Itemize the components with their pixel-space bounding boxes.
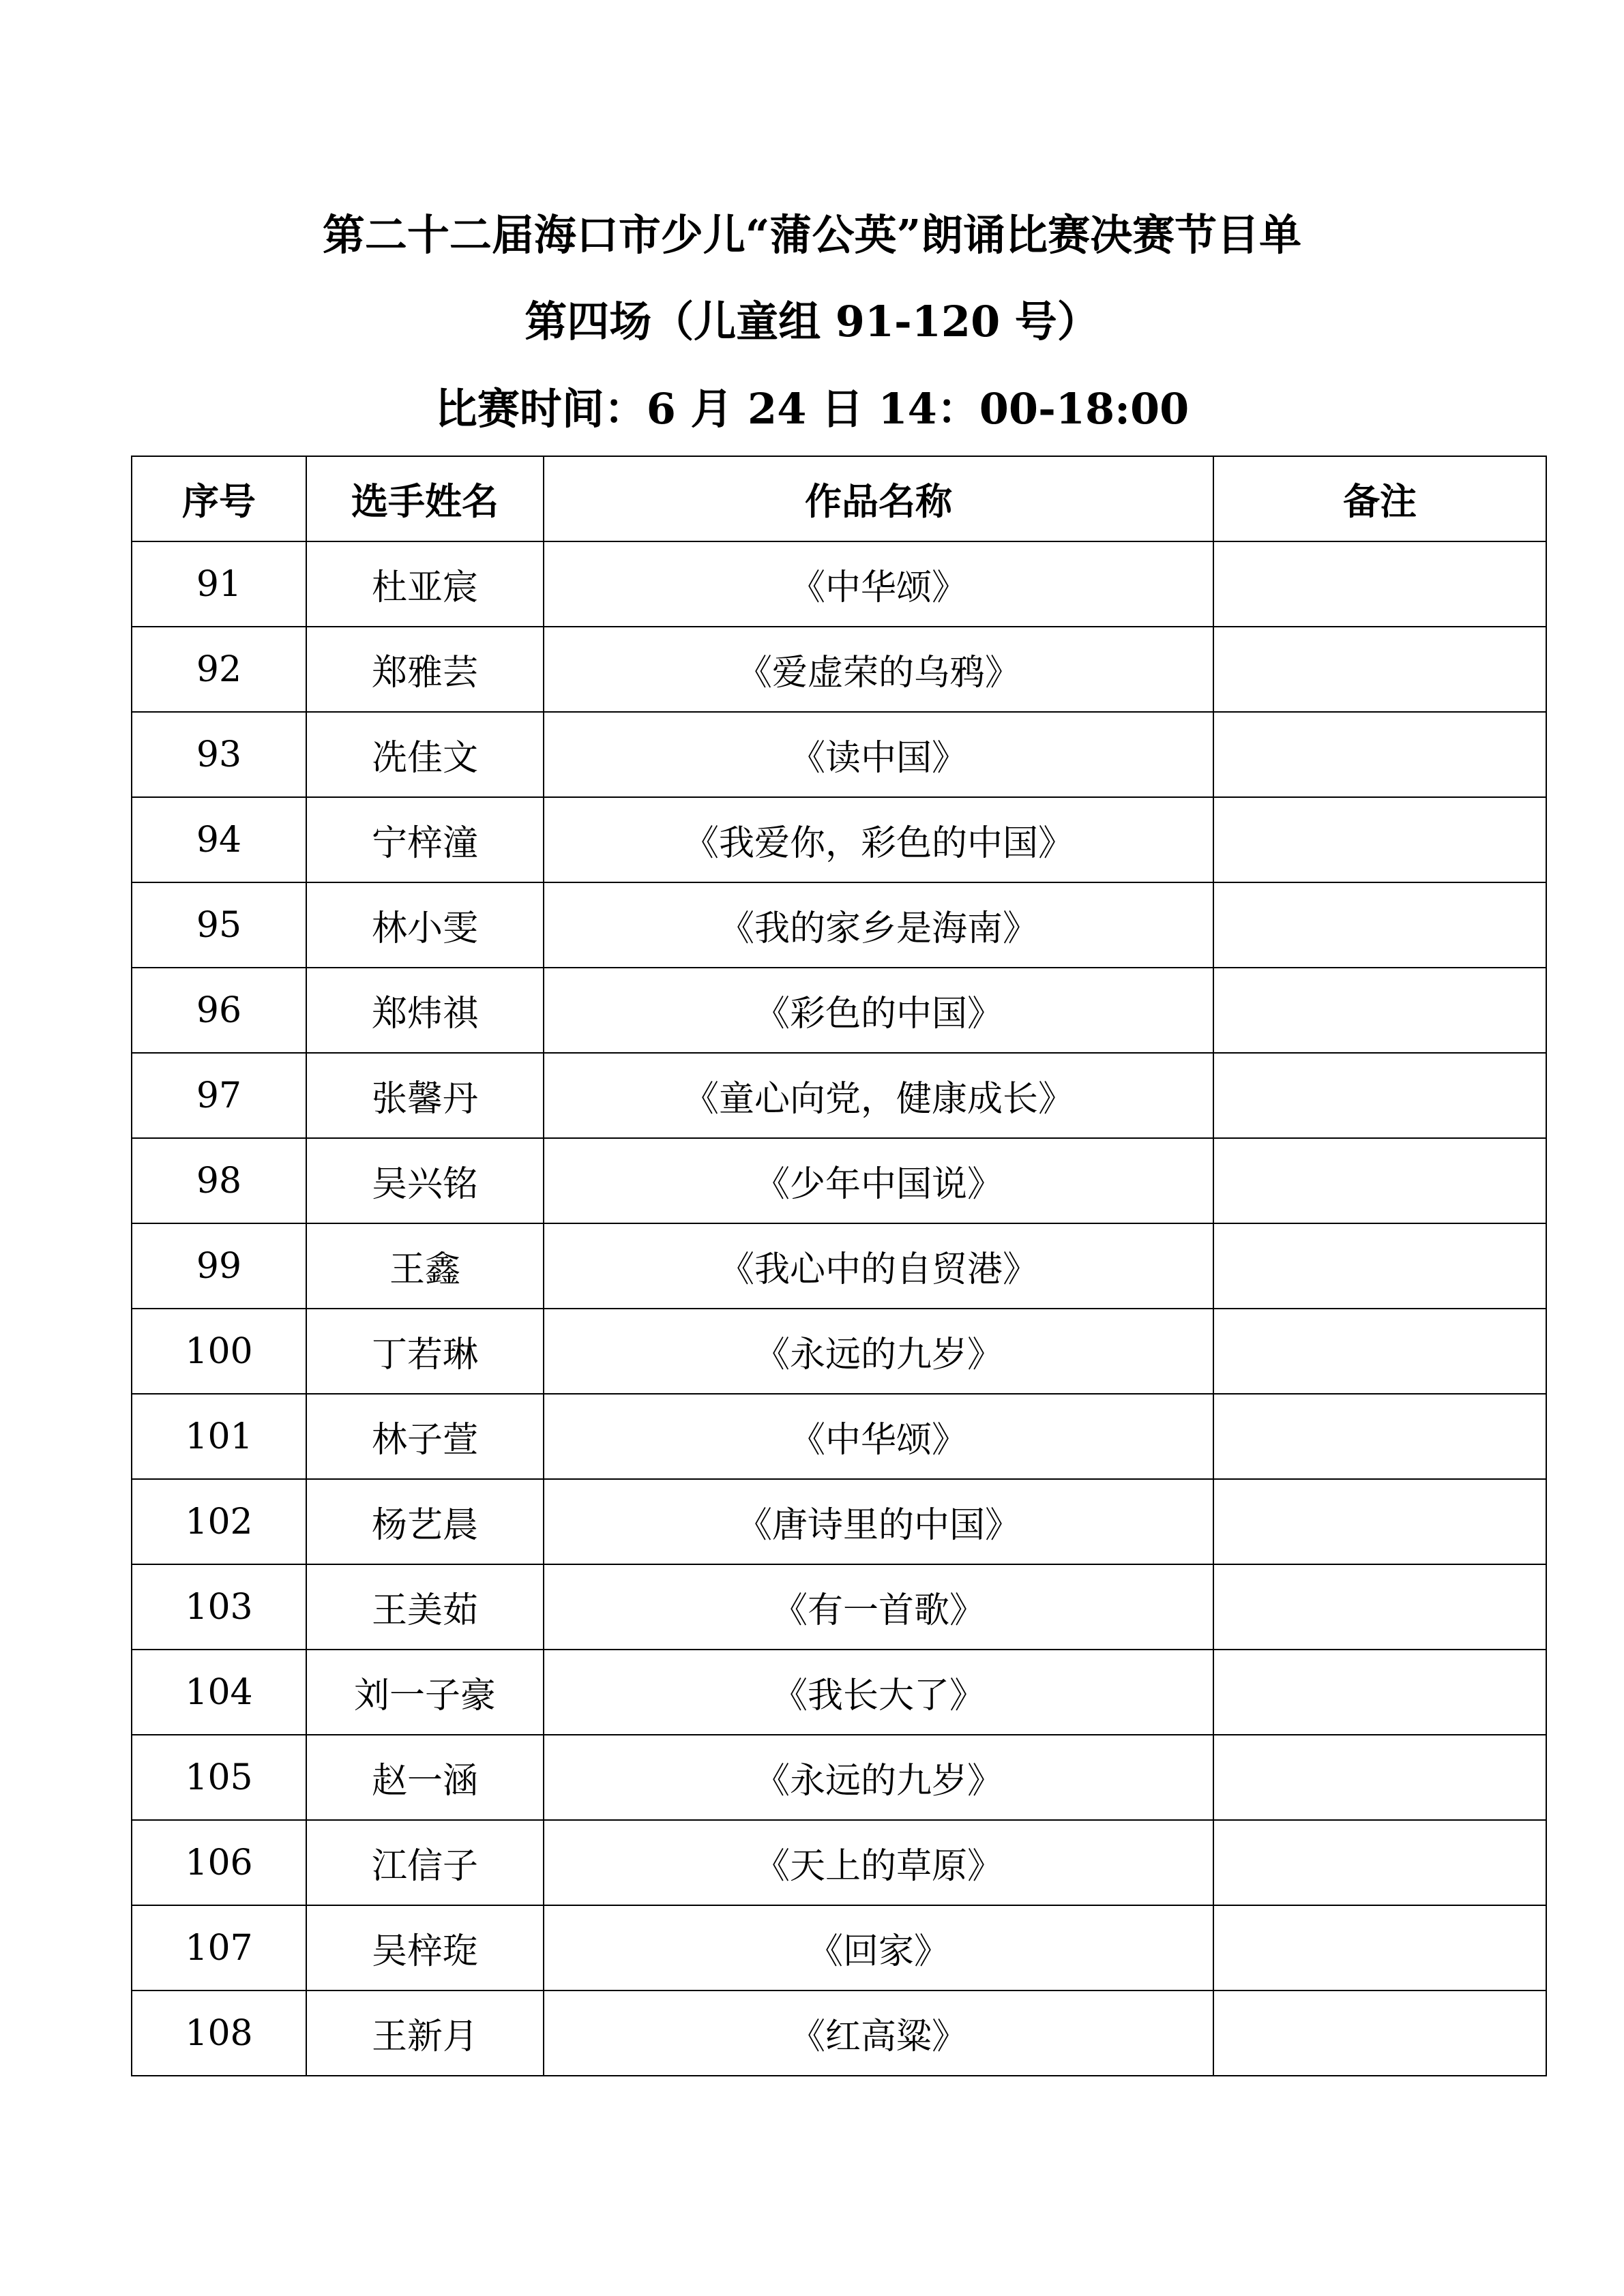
cell-work-title: 《童心向党，健康成长》 <box>544 1053 1213 1138</box>
header-remarks: 备注 <box>1213 456 1546 541</box>
table-row <box>132 1735 1546 1820</box>
cell-number: 97 <box>132 1053 306 1138</box>
cell-remarks <box>1213 797 1546 882</box>
cell-work-title: 《爱虚荣的乌鸦》 <box>544 627 1213 712</box>
table-row <box>132 1309 1546 1394</box>
cell-contestant-name: 刘一子豪 <box>306 1650 544 1735</box>
cell-contestant-name: 郑炜祺 <box>306 968 544 1053</box>
table-row <box>132 1223 1546 1309</box>
cell-number: 94 <box>132 797 306 882</box>
cell-number: 104 <box>132 1650 306 1735</box>
cell-remarks <box>1213 1309 1546 1394</box>
table-row <box>132 1479 1546 1564</box>
cell-work-title: 《我的家乡是海南》 <box>544 882 1213 968</box>
cell-remarks <box>1213 968 1546 1053</box>
cell-contestant-name: 丁若琳 <box>306 1309 544 1394</box>
cell-contestant-name: 王鑫 <box>306 1223 544 1309</box>
cell-number: 108 <box>132 1991 306 2076</box>
cell-work-title: 《我长大了》 <box>544 1650 1213 1735</box>
table-row <box>132 1394 1546 1479</box>
header-number: 序号 <box>132 456 306 541</box>
cell-contestant-name: 林小雯 <box>306 882 544 968</box>
table-row <box>132 1905 1546 1991</box>
cell-work-title: 《唐诗里的中国》 <box>544 1479 1213 1564</box>
cell-remarks <box>1213 1564 1546 1650</box>
cell-contestant-name: 林子萱 <box>306 1394 544 1479</box>
cell-number: 101 <box>132 1394 306 1479</box>
table-header-row <box>132 456 1546 541</box>
cell-number: 106 <box>132 1820 306 1905</box>
cell-number: 93 <box>132 712 306 797</box>
cell-remarks <box>1213 541 1546 627</box>
cell-work-title: 《彩色的中国》 <box>544 968 1213 1053</box>
cell-work-title: 《回家》 <box>544 1905 1213 1991</box>
cell-remarks <box>1213 712 1546 797</box>
cell-contestant-name: 郑雅芸 <box>306 627 544 712</box>
table-row <box>132 1820 1546 1905</box>
cell-work-title: 《中华颂》 <box>544 541 1213 627</box>
table-row <box>132 1053 1546 1138</box>
table-row <box>132 1138 1546 1223</box>
table-row <box>132 882 1546 968</box>
cell-number: 107 <box>132 1905 306 1991</box>
cell-contestant-name: 赵一涵 <box>306 1735 544 1820</box>
cell-remarks <box>1213 627 1546 712</box>
session-subtitle: 第四场（儿童组 91-120 号） <box>525 297 1099 346</box>
cell-remarks <box>1213 1479 1546 1564</box>
cell-remarks <box>1213 1650 1546 1735</box>
table-row <box>132 1650 1546 1735</box>
cell-contestant-name: 杜亚宸 <box>306 541 544 627</box>
header-work-title: 作品名称 <box>544 456 1213 541</box>
cell-remarks <box>1213 1820 1546 1905</box>
cell-remarks <box>1213 1991 1546 2076</box>
cell-work-title: 《天上的草原》 <box>544 1820 1213 1905</box>
cell-number: 98 <box>132 1138 306 1223</box>
cell-remarks <box>1213 1394 1546 1479</box>
cell-work-title: 《我爱你，彩色的中国》 <box>544 797 1213 882</box>
cell-work-title: 《红高粱》 <box>544 1991 1213 2076</box>
cell-number: 92 <box>132 627 306 712</box>
cell-contestant-name: 张馨丹 <box>306 1053 544 1138</box>
document-title: 第二十二届海口市少儿“蒲公英”朗诵比赛决赛节目单 <box>322 210 1302 260</box>
cell-remarks <box>1213 1053 1546 1138</box>
competition-time: 比赛时间：6 月 24 日 14：00-18:00 <box>434 384 1190 434</box>
cell-contestant-name: 杨艺晨 <box>306 1479 544 1564</box>
cell-work-title: 《永远的九岁》 <box>544 1735 1213 1820</box>
cell-number: 100 <box>132 1309 306 1394</box>
table-row <box>132 712 1546 797</box>
table-row <box>132 1991 1546 2076</box>
table-row <box>132 1564 1546 1650</box>
cell-contestant-name: 王新月 <box>306 1991 544 2076</box>
cell-remarks <box>1213 1138 1546 1223</box>
cell-contestant-name: 冼佳文 <box>306 712 544 797</box>
cell-work-title: 《我心中的自贸港》 <box>544 1223 1213 1309</box>
table-row <box>132 797 1546 882</box>
cell-number: 96 <box>132 968 306 1053</box>
cell-remarks <box>1213 1905 1546 1991</box>
cell-number: 95 <box>132 882 306 968</box>
cell-work-title: 《永远的九岁》 <box>544 1309 1213 1394</box>
cell-contestant-name: 王美茹 <box>306 1564 544 1650</box>
cell-work-title: 《读中国》 <box>544 712 1213 797</box>
cell-number: 103 <box>132 1564 306 1650</box>
cell-remarks <box>1213 1735 1546 1820</box>
cell-number: 91 <box>132 541 306 627</box>
table-row <box>132 968 1546 1053</box>
cell-number: 102 <box>132 1479 306 1564</box>
cell-number: 99 <box>132 1223 306 1309</box>
program-table <box>131 456 1547 2076</box>
cell-contestant-name: 江信子 <box>306 1820 544 1905</box>
cell-work-title: 《中华颂》 <box>544 1394 1213 1479</box>
cell-work-title: 《有一首歌》 <box>544 1564 1213 1650</box>
cell-remarks <box>1213 882 1546 968</box>
table-row <box>132 541 1546 627</box>
cell-contestant-name: 吴梓琁 <box>306 1905 544 1991</box>
cell-work-title: 《少年中国说》 <box>544 1138 1213 1223</box>
cell-remarks <box>1213 1223 1546 1309</box>
table-row <box>132 627 1546 712</box>
header-contestant-name: 选手姓名 <box>306 456 544 541</box>
cell-number: 105 <box>132 1735 306 1820</box>
cell-contestant-name: 吴兴铭 <box>306 1138 544 1223</box>
cell-contestant-name: 宁梓潼 <box>306 797 544 882</box>
